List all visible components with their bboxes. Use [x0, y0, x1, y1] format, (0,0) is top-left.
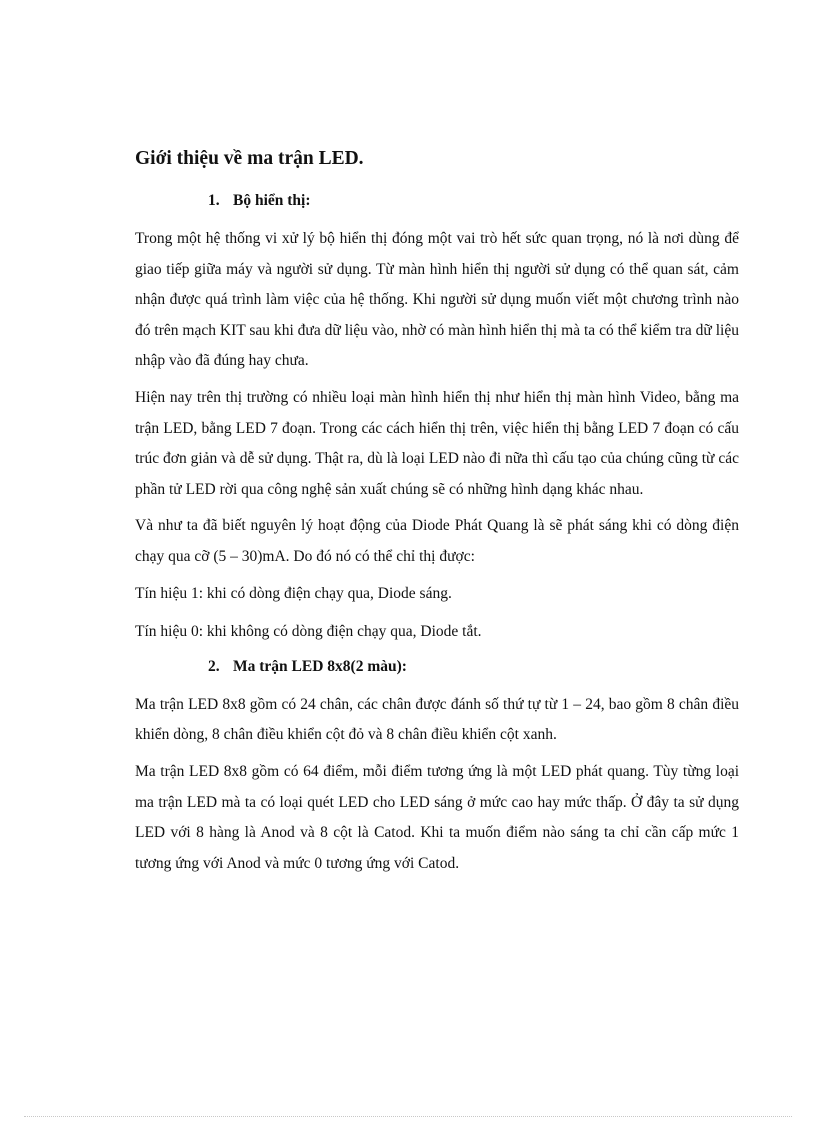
section-heading-text: Ma trận LED 8x8(2 màu): — [233, 657, 407, 675]
paragraph: Trong một hệ thống vi xử lý bộ hiển thị đóng một vai trò hết sức quan trọng, nó là nơi dùng để giao tiếp giữa máy và người sử dụng. Từ màn hình hiển thị người sử dụng có thể quan sát, cảm nhận được quá trình làm việc của hệ thống. Khi người sử dụng muốn viết một chương trình nào đó trên mạch KIT sau khi đưa dữ liệu vào, nhờ có màn hình hiển thị mà ta có thể kiểm tra dữ liệu nhập vào đã đúng hay chưa. — [135, 230, 739, 370]
paragraph: Và như ta đã biết nguyên lý hoạt động của Diode Phát Quang là sẽ phát sáng khi có dòng điện chạy qua cỡ (5 – 30)mA. Do đó nó có thể chỉ thị được: — [135, 517, 739, 565]
paragraph: Tín hiệu 0: khi không có dòng điện chạy qua, Diode tắt. — [135, 623, 482, 641]
page-bottom-divider — [24, 1116, 792, 1117]
section-heading-text: Bộ hiển thị: — [233, 192, 311, 209]
section-heading-1 — [135, 190, 739, 212]
paragraph: Ma trận LED 8x8 gồm có 64 điểm, mỗi điểm tương ứng là một LED phát quang. Tùy từng loại ma trận LED mà ta có loại quét LED cho LED sáng ở mức cao hay mức thấp. Ở đây ta sử dụng LED với 8 hàng là Anod và 8 cột là Catod. Khi ta muốn điểm nào sáng ta chỉ cần cấp mức 1 tương ứng với Anod và mức 0 tương ứng với Catod. — [135, 762, 739, 872]
page-title: Giới thiệu về ma trận LED. — [135, 148, 364, 169]
section-number: 2. — [208, 657, 220, 675]
paragraph: Tín hiệu 1: khi có dòng điện chạy qua, Diode sáng. — [135, 584, 452, 602]
section-number: 1. — [208, 192, 220, 209]
section-heading-2 — [135, 656, 739, 678]
document-content — [135, 146, 739, 885]
paragraph: Ma trận LED 8x8 gồm có 24 chân, các chân được đánh số thứ tự từ 1 – 24, bao gồm 8 chân điều khiển dòng, 8 chân điều khiển cột đỏ và 8 chân điều khiển cột xanh. — [135, 695, 739, 744]
paragraph: Hiện nay trên thị trường có nhiều loại màn hình hiển thị như hiển thị màn hình Video, bằng ma trận LED, bằng LED 7 đoạn. Trong các cách hiển thị trên, việc hiển thị bằng LED 7 đoạn có cấu trúc đơn giản và dễ sử dụng. Thật ra, dù là loại LED nào đi nữa thì cấu tạo của chúng cũng từ các phần tử LED rời qua công nghệ sản xuất chúng sẽ có những hình dạng khác nhau. — [135, 388, 739, 498]
